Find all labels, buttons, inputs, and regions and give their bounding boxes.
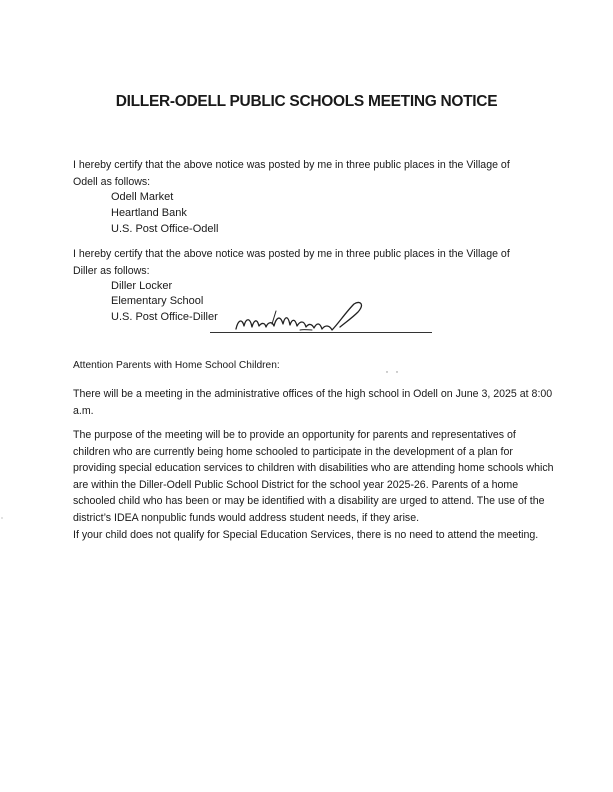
purpose-line: children who are currently being home schooled to participate in the development of a plan for xyxy=(73,445,513,458)
attention-heading: Attention Parents with Home School Children: xyxy=(73,360,280,371)
purpose-line: are within the Diller-Odell Public School District for the school year 2025-26. Parents of a home xyxy=(73,478,519,491)
diller-location-1: Diller Locker xyxy=(111,280,173,292)
odell-location-1: Odell Market xyxy=(111,191,174,203)
closing-paragraph xyxy=(73,527,543,544)
certification-diller-line2: Diller as follows: xyxy=(73,264,150,277)
meeting-line2: a.m. xyxy=(73,404,94,417)
purpose-line: The purpose of the meeting will be to provide an opportunity for parents and representatives of xyxy=(73,429,516,441)
certification-odell-line2: Odell as follows: xyxy=(73,175,151,188)
purpose-paragraph xyxy=(73,427,554,527)
diller-location-3: U.S. Post Office-Diller xyxy=(111,311,218,323)
diller-location-2: Elementary School xyxy=(111,295,204,307)
purpose-line: schooled child who has been or may be identified with a disability are urged to attend. The use of the xyxy=(73,495,545,508)
meeting-line1: There will be a meeting in the administrative offices of the high school in Odell on June 3, 2025 at 8:00 xyxy=(73,388,553,400)
certification-diller-line1: I hereby certify that the above notice was posted by me in three public places in the Village of xyxy=(73,248,510,260)
closing-line: If your child does not qualify for Special Education Services, there is no need to attend the meeting. xyxy=(73,529,539,541)
notice-title: DILLER-ODELL PUBLIC SCHOOLS MEETING NOTICE xyxy=(115,93,498,110)
purpose-line: providing special education services to children with disabilities who are attending home schools which xyxy=(73,462,554,475)
meeting-paragraph xyxy=(73,386,553,419)
odell-location-3: U.S. Post Office-Odell xyxy=(111,223,219,235)
purpose-line: district’s IDEA nonpublic funds would address student needs, if they arise. xyxy=(73,511,420,524)
odell-location-2: Heartland Bank xyxy=(111,207,187,219)
certification-odell xyxy=(73,157,543,190)
certification-diller xyxy=(73,246,543,279)
certification-odell-line1: I hereby certify that the above notice was posted by me in three public places in the Village of xyxy=(73,159,510,171)
signature-line xyxy=(210,332,432,333)
